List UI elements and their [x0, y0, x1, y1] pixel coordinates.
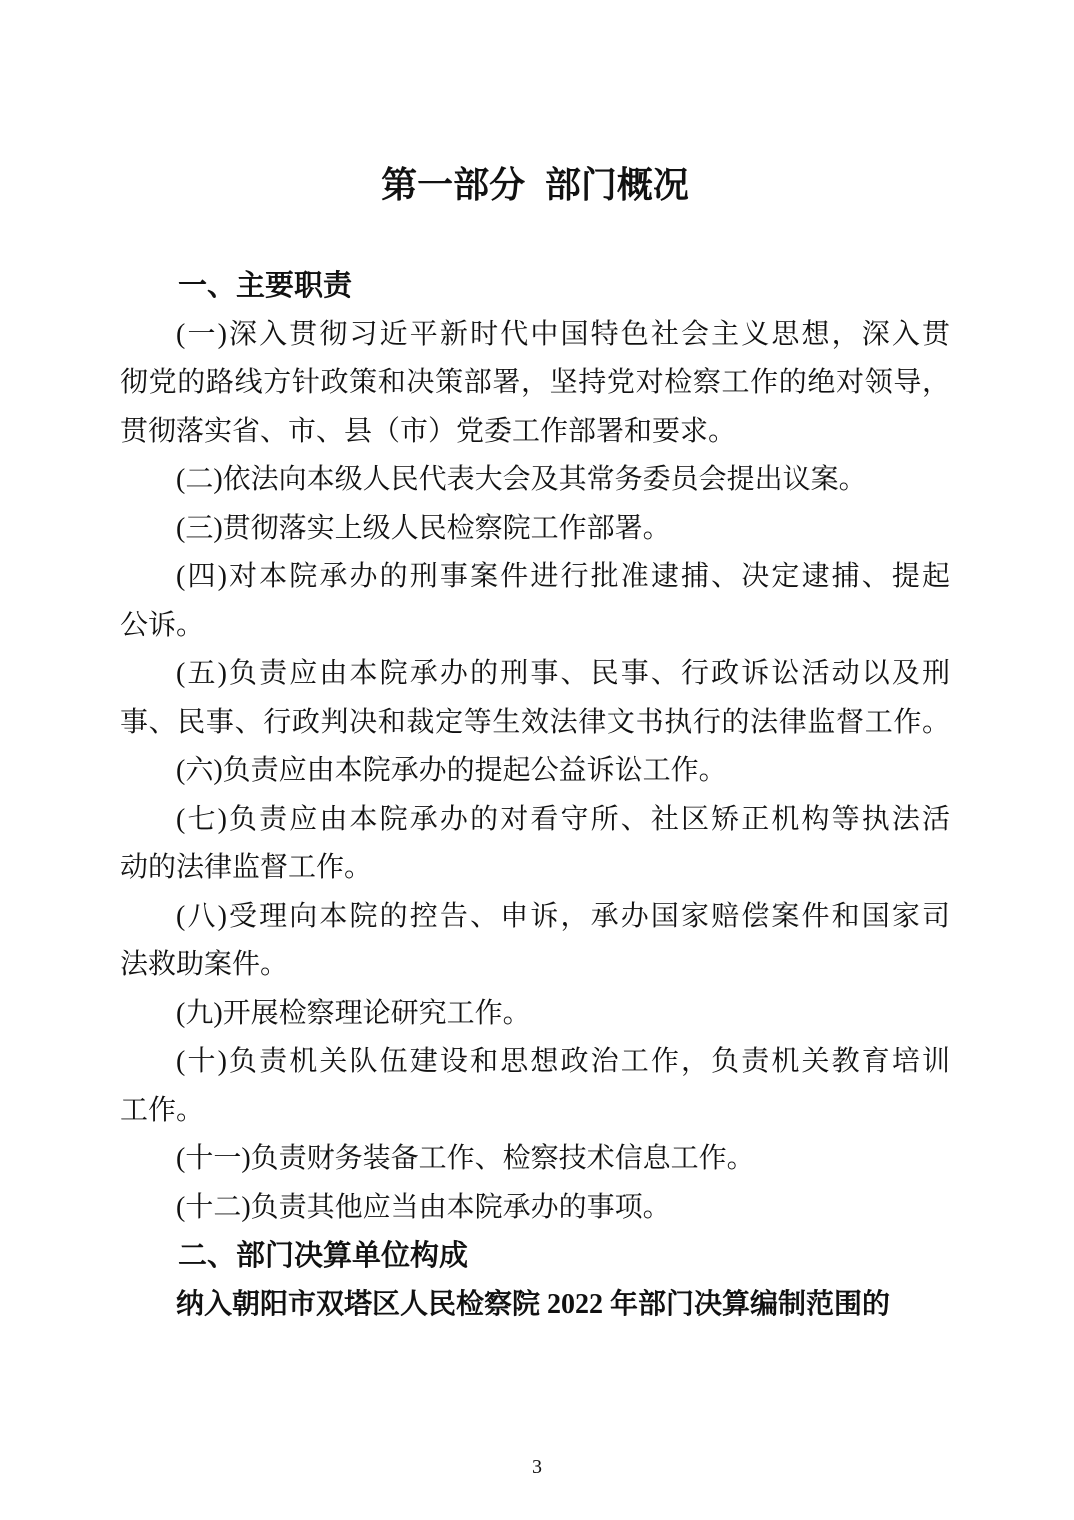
paragraph [120, 1184, 950, 1233]
text-line: (十二)负责其他应当由本院承办的事项。 [176, 1191, 671, 1223]
paragraph [120, 1038, 950, 1135]
document-content [120, 163, 950, 1329]
section-heading: 一、主要职责 [178, 270, 353, 302]
text-line: 动的法律监督工作。 [120, 852, 373, 883]
text-line: (三)贯彻落实上级人民检察院工作部署。 [176, 512, 671, 544]
page-number: 3 [532, 1456, 542, 1478]
text-line: (一)深入贯彻习近平新时代中国特色社会主义思想，深入贯 [176, 318, 950, 350]
paragraph [120, 796, 950, 893]
text-line: 工作。 [120, 1094, 205, 1126]
text-line: 公诉。 [120, 609, 205, 641]
paragraph [120, 505, 950, 554]
text-line: (六)负责应由本院承办的提起公益诉讼工作。 [176, 755, 727, 786]
text-line: (十)负责机关队伍建设和思想政治工作，负责机关教育培训 [176, 1046, 950, 1077]
text-line: 彻党的路线方针政策和决策部署，坚持党对检察工作的绝对领导， [120, 367, 950, 398]
text-line: (十一)负责财务装备工作、检察技术信息工作。 [176, 1143, 755, 1174]
page-title: 第一部分 部门概况 [381, 165, 689, 205]
text-line: 纳入朝阳市双塔区人民检察院 2022 年部门决算编制范围的 [176, 1288, 891, 1320]
paragraph [120, 990, 950, 1039]
section-budget-units [120, 1232, 950, 1329]
paragraph [120, 747, 950, 796]
section-heading: 二、部门决算单位构成 [178, 1240, 469, 1272]
paragraph [120, 311, 950, 457]
paragraph [120, 456, 950, 505]
text-line: 贯彻落实省、市、县（市）党委工作部署和要求。 [120, 415, 737, 447]
paragraph [120, 1281, 950, 1330]
paragraph [120, 650, 950, 747]
text-line: (七)负责应由本院承办的对看守所、社区矫正机构等执法活 [176, 803, 950, 835]
text-line: (五)负责应由本院承办的刑事、民事、行政诉讼活动以及刑 [176, 658, 950, 689]
section-main-duties [120, 262, 950, 1232]
text-line: (二)依法向本级人民代表大会及其常务委员会提出议案。 [176, 464, 867, 495]
paragraph [120, 553, 950, 650]
paragraph [120, 1135, 950, 1184]
text-line: (九)开展检察理论研究工作。 [176, 997, 531, 1029]
text-line: (四)对本院承办的刑事案件进行批准逮捕、决定逮捕、提起 [176, 561, 950, 592]
text-line: 事、民事、行政判决和裁定等生效法律文书执行的法律监督工作。 [120, 706, 950, 738]
text-line: 法救助案件。 [120, 949, 289, 980]
paragraph [120, 893, 950, 990]
text-line: (八)受理向本院的控告、申诉，承办国家赔偿案件和国家司 [176, 900, 950, 932]
